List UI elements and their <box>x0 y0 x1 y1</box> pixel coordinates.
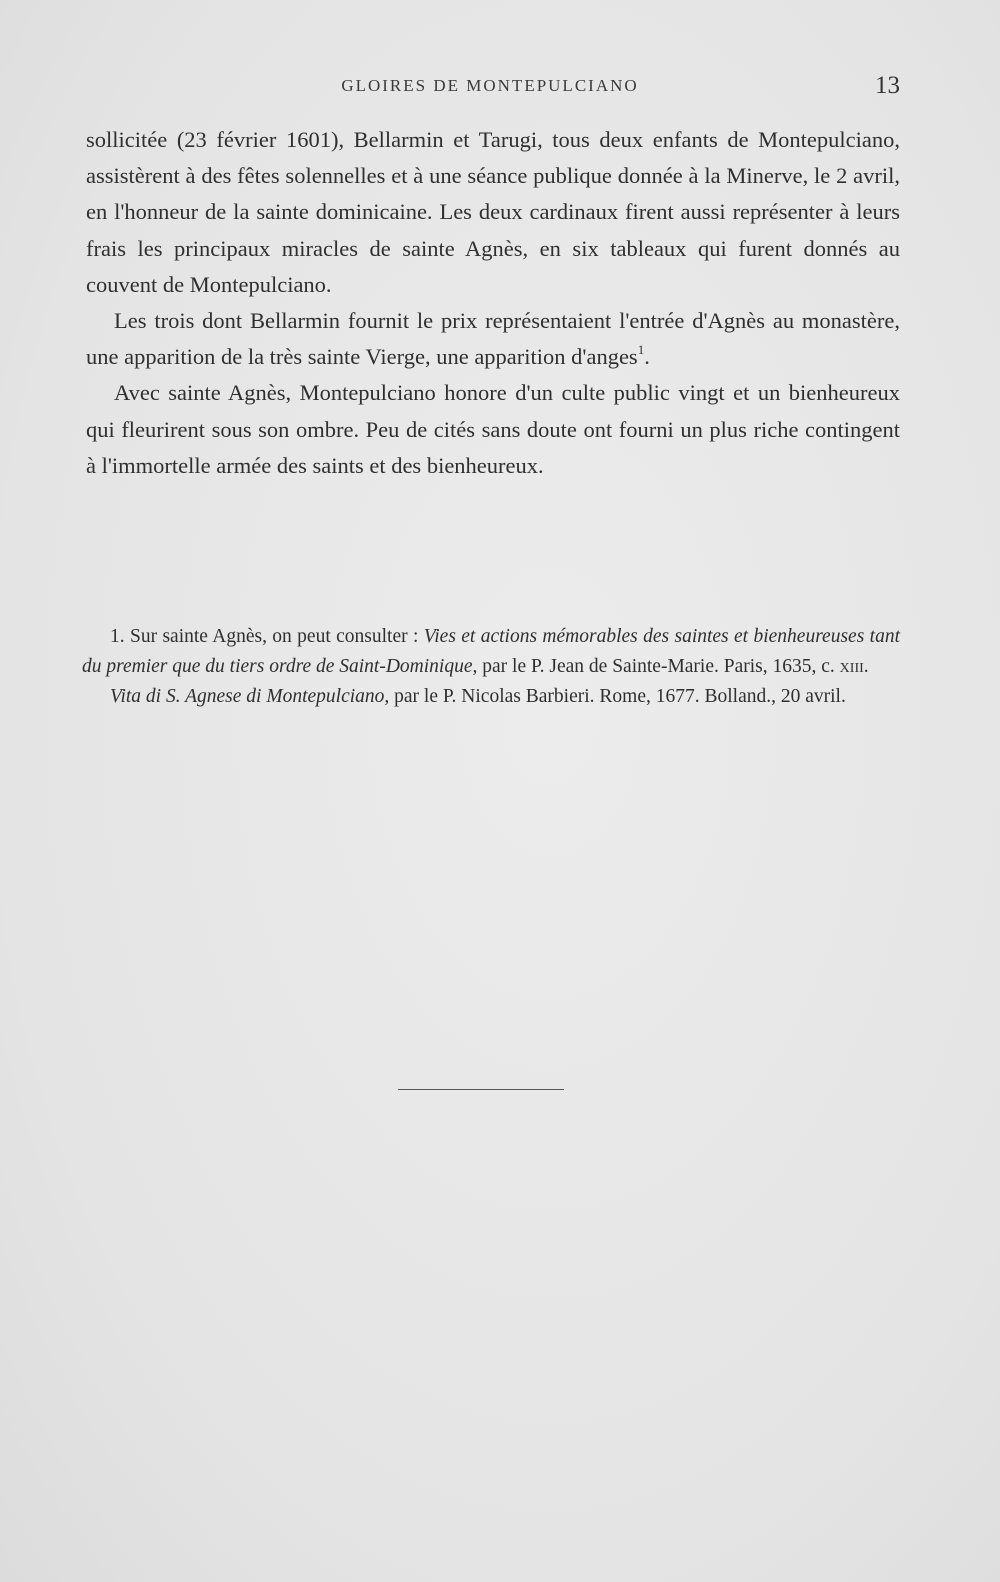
page-number: 13 <box>875 72 900 99</box>
paragraph-2: Les trois dont Bellarmin fournit le prix représentaient l'entrée d'Agnès au monastère, une apparition de la très sainte Vierge, une apparition d'anges$^1$. <box>86 308 901 370</box>
footnotes <box>82 622 900 712</box>
body-text <box>86 122 900 484</box>
footnote-ref: 1 <box>637 341 645 357</box>
footnote-1: 1. Sur sainte Agnès, on peut consulter : Vies et actions mémorables des saintes et bienheureuses tant du premier que du tiers ordre de Saint-Dominique, par le P. Jean de Sainte-Marie. Paris, 1635, c. xiii. <box>82 626 901 677</box>
footnote-title: Vies et actions mémorables des saintes et bienheureuses tant du premier que du tiers ordre de Saint-Dominique, <box>82 626 901 677</box>
section-rule <box>398 1089 564 1090</box>
paragraph-1: sollicitée (23 février 1601), Bellarmin et Tarugi, tous deux enfants de Montepulciano, assistèrent à des fêtes solennelles et à une séance publique donnée à la Minerve, le 2 avril, en l'honneur de la sainte dominicaine. Les deux cardinaux firent aussi représenter à leurs frais les principaux miracles de sainte Agnès, en six tableaux qui furent donnés au couvent de Montepulciano. <box>86 127 901 297</box>
running-head: GLOIRES DE MONTEPULCIANO <box>341 76 639 95</box>
footnote-number: 1. <box>110 626 125 647</box>
page-header <box>0 72 1000 102</box>
footnote-title: Vita di S. Agnese di Montepulciano, <box>110 686 390 707</box>
paragraph-3: Avec sainte Agnès, Montepulciano honore d'un culte public vingt et un bienheureux qui fleurirent sous son ombre. Peu de cités sans doute ont fourni un plus riche contingent à l'immortelle armée des saints et des bienheureux. <box>86 380 900 478</box>
footnote-1-continued: Vita di S. Agnese di Montepulciano, par le P. Nicolas Barbieri. Rome, 1677. Bolland., 20 avril. <box>110 686 846 707</box>
